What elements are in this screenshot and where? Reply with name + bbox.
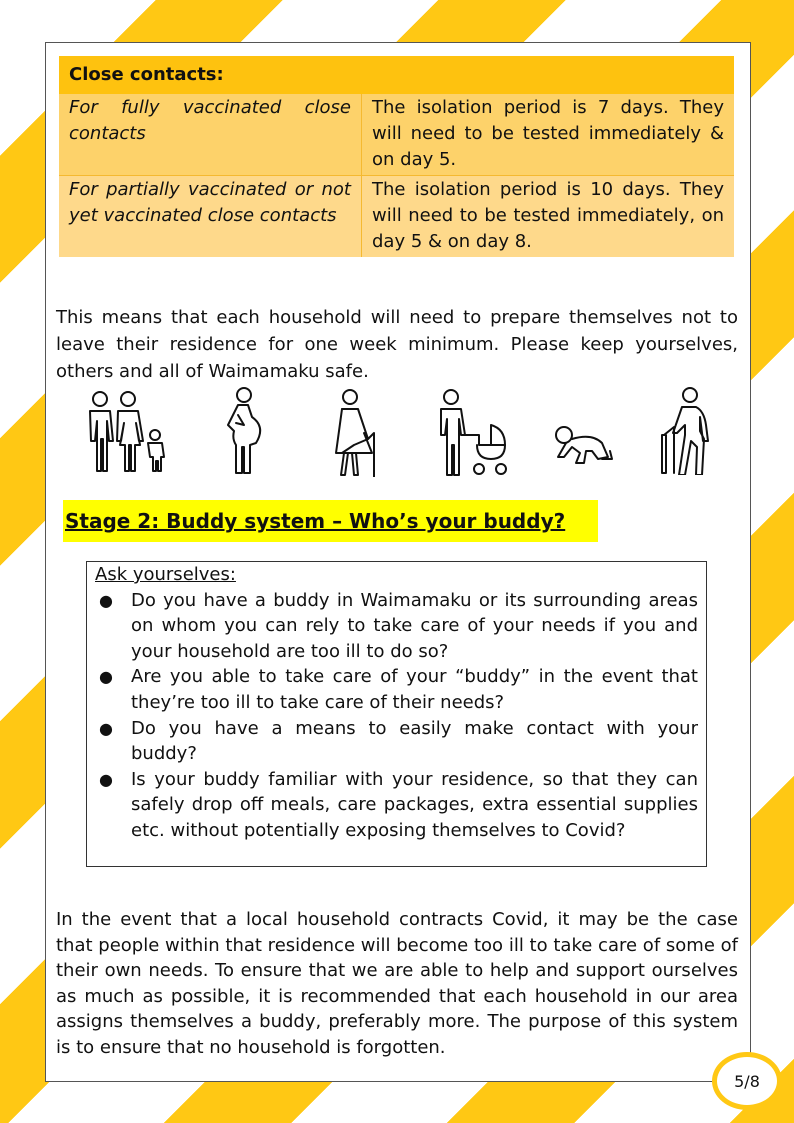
stage-2-title: Stage 2: Buddy system – Who’s your buddy? bbox=[65, 509, 566, 533]
isolation-rule-cell: The isolation period is 7 days. They will need to be tested immediately & on day 5. bbox=[362, 94, 735, 176]
crawling-baby-icon bbox=[552, 423, 616, 477]
bullet-icon: ● bbox=[99, 769, 113, 789]
buddy-explanation-paragraph: In the event that a local household contracts Covid, it may be the case that people within that residence will become too ill to take care of some of their own needs. To ensure that we are able to help and support ourselves as much as possible, it is recommended that each household in our area assigns themselves a buddy, preferably more. The purpose of this system is to ensure that no household is forgotten. bbox=[56, 909, 738, 1058]
isolation-rule-cell: The isolation period is 10 days. They will need to be tested immediately, on day 5 & on day 8. bbox=[362, 176, 735, 258]
bullet-icon: ● bbox=[99, 667, 113, 687]
list-item bbox=[95, 716, 698, 767]
question-text: Do you have a buddy in Waimamaku or its surrounding areas on whom you can rely to take care of your needs if you and your household are too ill to do so? bbox=[131, 589, 698, 662]
list-item bbox=[95, 588, 698, 665]
list-item bbox=[95, 664, 698, 715]
contact-type-cell: For fully vaccinated close contacts bbox=[59, 94, 362, 176]
parent-with-pram-icon bbox=[431, 387, 511, 481]
page-number: 5/8 bbox=[734, 1071, 760, 1091]
question-text: Are you able to take care of your “buddy” in the event that they’re too ill to take care of their needs? bbox=[131, 666, 698, 713]
table-header-row bbox=[59, 56, 734, 94]
pregnant-person-icon bbox=[214, 385, 274, 479]
elderly-man-with-cane-icon bbox=[656, 385, 716, 479]
buddy-questions-box bbox=[86, 561, 707, 867]
table-row bbox=[59, 94, 734, 176]
table-row bbox=[59, 176, 734, 258]
household-paragraph: This means that each household will need to prepare themselves not to leave their residence for one week minimum. Please keep yourselves, others and all of Waimamaku safe. bbox=[56, 307, 738, 382]
document-page bbox=[45, 42, 751, 1082]
buddy-question-list bbox=[95, 588, 698, 844]
page-number-badge bbox=[712, 1052, 782, 1110]
people-icons-row bbox=[76, 383, 716, 478]
ask-yourselves-label: Ask yourselves: bbox=[95, 564, 236, 585]
family-icon bbox=[80, 385, 170, 479]
close-contacts-table bbox=[59, 56, 734, 257]
list-item bbox=[95, 767, 698, 844]
question-text: Do you have a means to easily make contact with your buddy? bbox=[131, 717, 698, 765]
bullet-icon: ● bbox=[99, 590, 113, 610]
question-text: Is your buddy familiar with your residence, so that they can safely drop off meals, care packages, extra essential supplies etc. without potentially exposing themselves to Covid? bbox=[131, 768, 698, 841]
stage-2-heading bbox=[63, 500, 598, 542]
contact-type-cell: For partially vaccinated or not yet vaccinated close contacts bbox=[59, 176, 362, 258]
table-header: Close contacts: bbox=[59, 56, 734, 94]
elderly-woman-icon bbox=[326, 387, 386, 481]
bullet-icon: ● bbox=[99, 718, 113, 738]
